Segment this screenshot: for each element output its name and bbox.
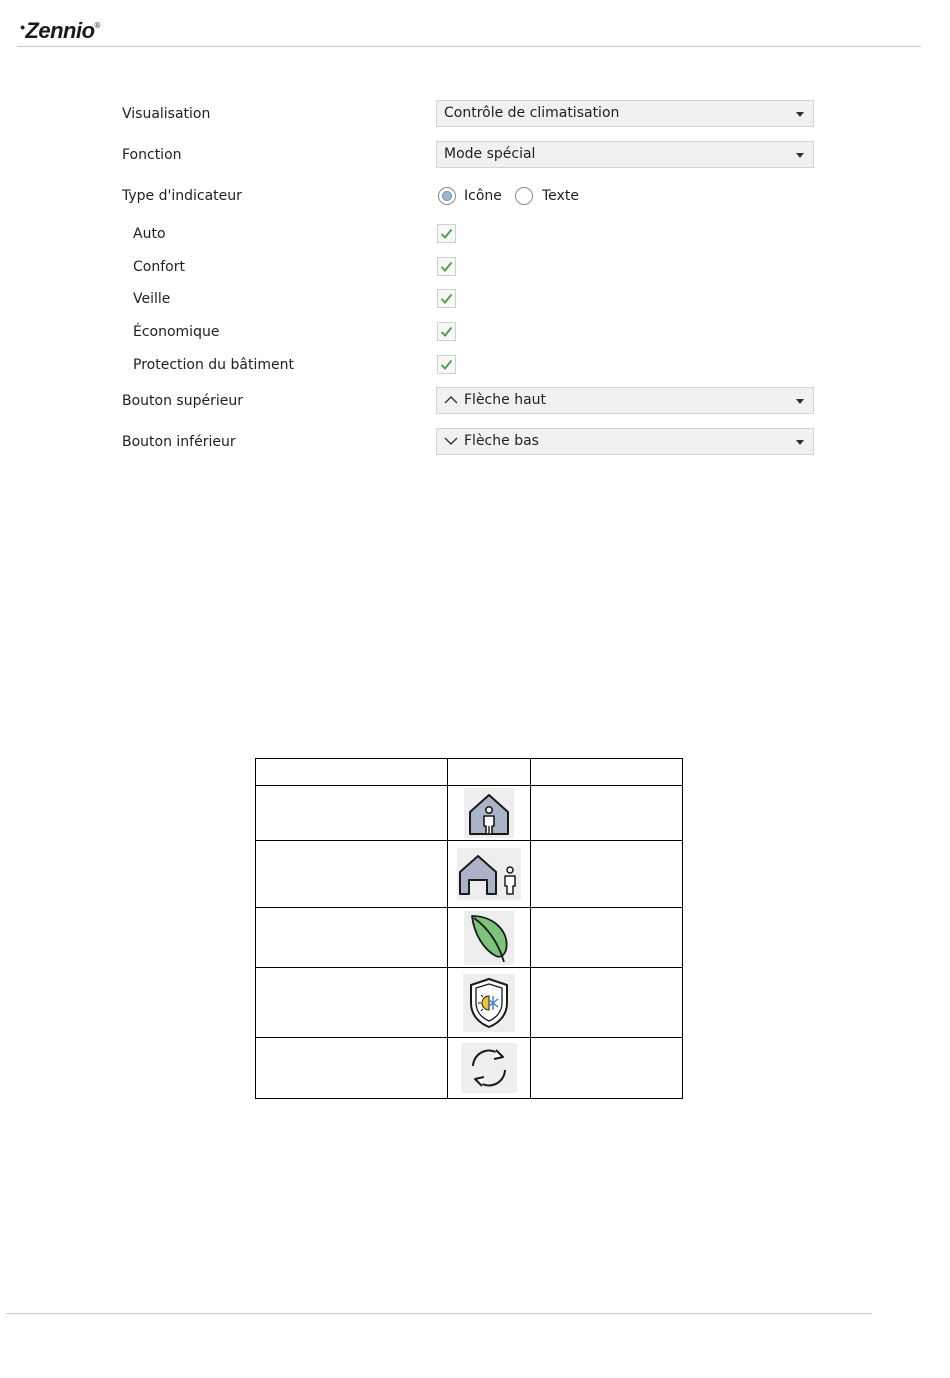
registered-mark: ® [94, 21, 100, 30]
checkmark-icon [440, 292, 453, 305]
mode-protection-checkbox[interactable] [437, 355, 456, 374]
bouton-superieur-select[interactable] [436, 387, 814, 414]
bouton-inferieur-select[interactable] [436, 428, 814, 455]
header-divider [17, 46, 921, 47]
checkmark-icon [440, 358, 453, 371]
dropdown-caret-icon [796, 440, 804, 445]
fonction-select[interactable] [436, 141, 814, 168]
brand-name: Zennio [25, 18, 95, 43]
dropdown-caret-icon [796, 153, 804, 158]
mode-protection-label: Protection du bâtiment [133, 357, 294, 373]
table-header-cell [448, 759, 531, 786]
visualisation-label: Visualisation [122, 106, 211, 122]
mode-auto-checkbox[interactable] [437, 224, 456, 243]
table-header-cell [256, 759, 448, 786]
bouton-inferieur-label: Bouton inférieur [122, 434, 236, 450]
mode-confort-checkbox[interactable] [437, 257, 456, 276]
checkmark-icon [440, 260, 453, 273]
type-indicateur-label: Type d'indicateur [122, 188, 242, 204]
radio-icone[interactable] [438, 187, 456, 205]
bouton-inferieur-value: Flèche bas [464, 433, 539, 449]
bouton-superieur-label: Bouton supérieur [122, 393, 243, 409]
visualisation-value: Contrôle de climatisation [444, 105, 620, 121]
protection-shield-sun-snow-icon [463, 974, 515, 1032]
checkmark-icon [440, 227, 453, 240]
mode-icons-table [255, 758, 683, 1099]
table-header-cell [531, 759, 683, 786]
table-row [256, 786, 683, 841]
radio-texte[interactable] [515, 187, 533, 205]
table-header-row [256, 759, 683, 786]
mode-veille-checkbox[interactable] [437, 289, 456, 308]
bouton-superieur-value: Flèche haut [464, 392, 547, 408]
mode-confort-label: Confort [133, 259, 185, 275]
fonction-label: Fonction [122, 147, 182, 163]
dropdown-caret-icon [796, 399, 804, 404]
mode-veille-label: Veille [133, 291, 171, 307]
table-row [256, 908, 683, 968]
economique-leaf-icon [464, 911, 514, 965]
table-row [256, 1038, 683, 1099]
visualisation-select[interactable] [436, 100, 814, 127]
table-row [256, 841, 683, 908]
chevron-down-icon [444, 436, 458, 446]
fonction-value: Mode spécial [444, 146, 536, 162]
checkmark-icon [440, 325, 453, 338]
radio-texte-label: Texte [542, 188, 579, 204]
footer-divider [6, 1313, 872, 1314]
mode-auto-label: Auto [133, 226, 166, 242]
radio-icone-label: Icône [464, 188, 502, 204]
chevron-up-icon [444, 395, 458, 405]
table-row [256, 968, 683, 1038]
mode-economique-label: Économique [133, 324, 220, 340]
auto-cycle-arrows-icon [461, 1043, 517, 1093]
zennio-logo: •Zennio® [20, 18, 100, 43]
veille-home-person-outside-icon [457, 848, 521, 900]
mode-economique-checkbox[interactable] [437, 322, 456, 341]
confort-home-person-icon [464, 788, 514, 838]
dropdown-caret-icon [796, 112, 804, 117]
